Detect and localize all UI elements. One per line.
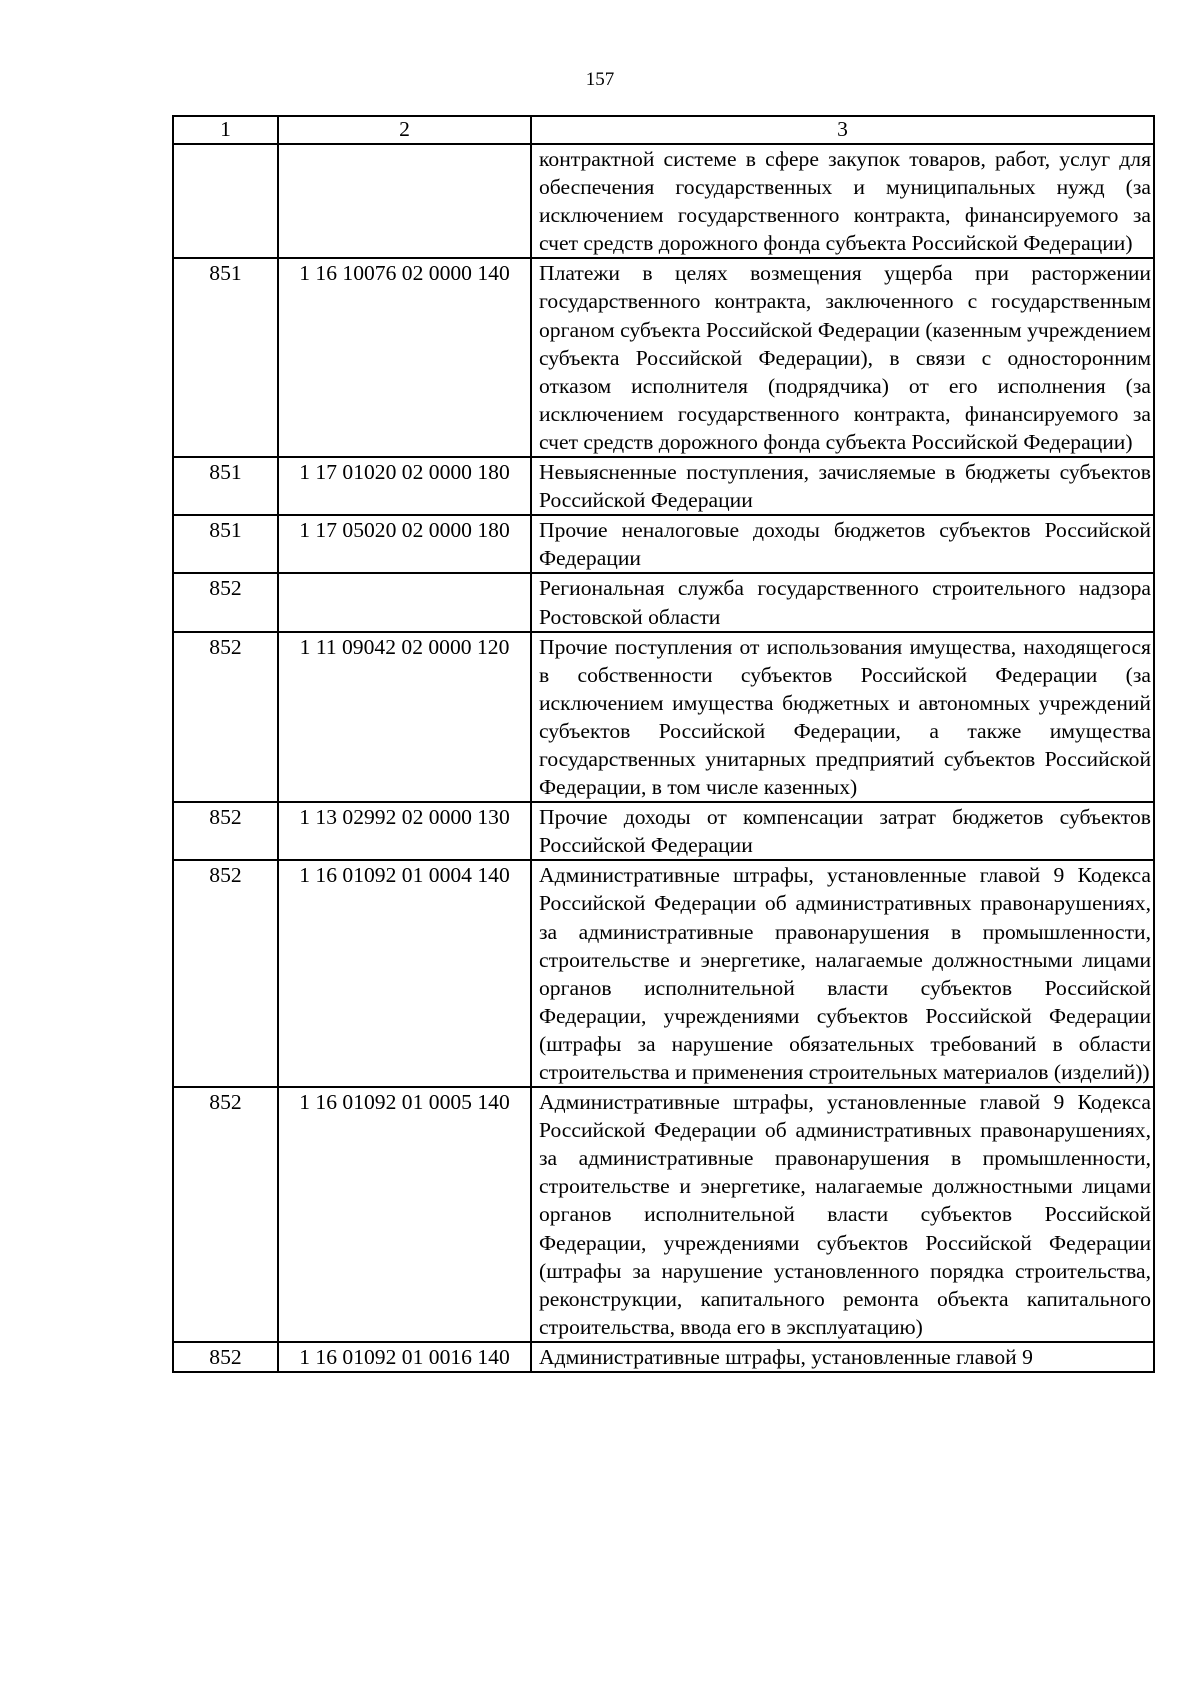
admin-code-cell: 851	[173, 515, 278, 573]
table-row	[173, 258, 1154, 457]
description-cell: Административные штрафы, установленные главой 9	[531, 1342, 1154, 1372]
column-header-2: 2	[278, 116, 531, 144]
description-cell: Невыясненные поступления, зачисляемые в бюджеты субъектов Российской Федерации	[531, 457, 1154, 515]
table-row	[173, 802, 1154, 860]
admin-code-cell: 851	[173, 457, 278, 515]
table-header	[173, 116, 1154, 144]
kbk-code-cell: 1 13 02992 02 0000 130	[278, 802, 531, 860]
description-cell: контрактной системе в сфере закупок товаров, работ, услуг для обеспечения государственных и муниципальных нужд (за исключением государственного контракта, финансируемого за счет средств дорожного фонда субъекта Российской Федерации)	[531, 144, 1154, 258]
description-cell: Прочие доходы от компенсации затрат бюджетов субъектов Российской Федерации	[531, 802, 1154, 860]
admin-code-cell: 852	[173, 1087, 278, 1342]
description-cell: Прочие поступления от использования имущества, находящегося в собственности субъектов Российской Федерации (за исключением имущества бюджетных и автономных учреждений субъектов Российской Федерации, а также имущества государственных унитарных предприятий субъектов Российской Федерации, в том числе казенных)	[531, 632, 1154, 803]
kbk-code-cell: 1 16 01092 01 0004 140	[278, 860, 531, 1087]
admin-code-cell: 852	[173, 632, 278, 803]
kbk-code-cell: 1 11 09042 02 0000 120	[278, 632, 531, 803]
table-header-row	[173, 116, 1154, 144]
kbk-code-cell: 1 16 10076 02 0000 140	[278, 258, 531, 457]
kbk-code-cell: 1 16 01092 01 0005 140	[278, 1087, 531, 1342]
kbk-code-cell	[278, 144, 531, 258]
admin-code-cell: 852	[173, 802, 278, 860]
table-row	[173, 573, 1154, 631]
column-header-3: 3	[531, 116, 1154, 144]
column-header-1: 1	[173, 116, 278, 144]
page-number: 157	[585, 69, 615, 90]
revenue-codes-table	[172, 115, 1155, 1373]
admin-code-cell: 851	[173, 258, 278, 457]
table-row	[173, 457, 1154, 515]
description-cell: Платежи в целях возмещения ущерба при расторжении государственного контракта, заключенного с государственным органом субъекта Российской Федерации (казенным учреждением субъекта Российской Федерации), в связи с односторонним отказом исполнителя (подрядчика) от его исполнения (за исключением государственного контракта, финансируемого за счет средств дорожного фонда субъекта Российской Федерации)	[531, 258, 1154, 457]
admin-code-cell	[173, 144, 278, 258]
description-cell: Региональная служба государственного строительного надзора Ростовской области	[531, 573, 1154, 631]
kbk-code-cell: 1 17 01020 02 0000 180	[278, 457, 531, 515]
description-cell: Административные штрафы, установленные главой 9 Кодекса Российской Федерации об административных правонарушениях, за административные правонарушения в промышленности, строительстве и энергетике, налагаемые должностными лицами органов исполнительной власти субъектов Российской Федерации, учреждениями субъектов Российской Федерации (штрафы за нарушение обязательных требований в области строительства и применения строительных материалов (изделий))	[531, 860, 1154, 1087]
table-row	[173, 1087, 1154, 1342]
description-cell: Прочие неналоговые доходы бюджетов субъектов Российской Федерации	[531, 515, 1154, 573]
kbk-code-cell: 1 16 01092 01 0016 140	[278, 1342, 531, 1372]
table-row	[173, 144, 1154, 258]
kbk-code-cell: 1 17 05020 02 0000 180	[278, 515, 531, 573]
admin-code-cell: 852	[173, 860, 278, 1087]
table-body	[173, 144, 1154, 1372]
admin-code-cell: 852	[173, 573, 278, 631]
table-row	[173, 1342, 1154, 1372]
description-cell: Административные штрафы, установленные главой 9 Кодекса Российской Федерации об административных правонарушениях, за административные правонарушения в промышленности, строительстве и энергетике, налагаемые должностными лицами органов исполнительной власти субъектов Российской Федерации, учреждениями субъектов Российской Федерации (штрафы за нарушение установленного порядка строительства, реконструкции, капитального ремонта объекта капитального строительства, ввода его в эксплуатацию)	[531, 1087, 1154, 1342]
kbk-code-cell	[278, 573, 531, 631]
table-row	[173, 860, 1154, 1087]
table-row	[173, 515, 1154, 573]
table-row	[173, 632, 1154, 803]
admin-code-cell: 852	[173, 1342, 278, 1372]
